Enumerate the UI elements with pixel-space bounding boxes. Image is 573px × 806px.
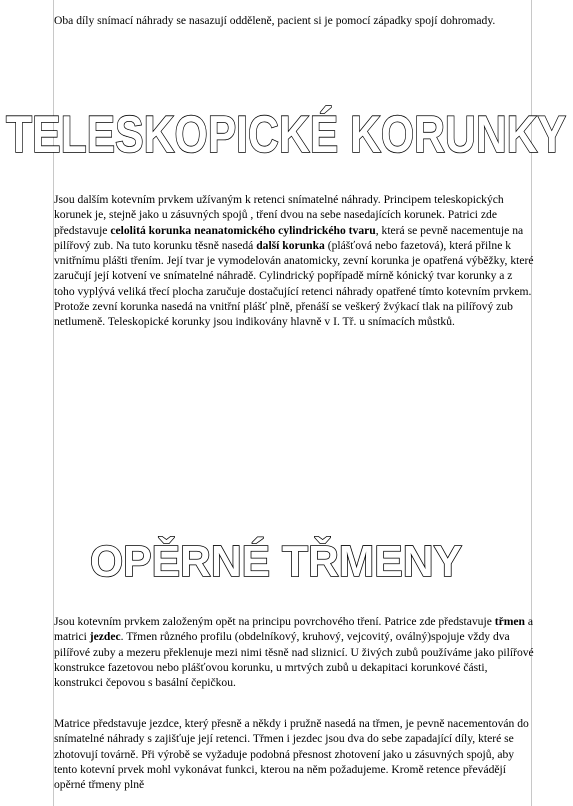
bold-term-celolita: celolitá korunka neanatomického cylindrického tvaru — [110, 223, 376, 237]
paragraph-teleskopicke: Jsou dalším kotevním prvkem užívaným k retenci snímatelné náhrady. Principem teleskopických korunek je, stejně jako u zásuvných spojů , tření dvou na sebe nasedajících korunek. Patrici zde představuje celolitá korunka neanatomického cylindrického tvaru, která se pevně nacementuje na pilířový zub. Na tuto korunku těsně nasedá další korunka (plášťová nebo fazetová), která přilne k vnitřnímu plášti třením. Její tvar je vymodelován anatomicky, zevní korunka je opatřená výběžky, které zaručují její kotvení ve snímatelné náhradě. Cylindrický popřípadě mírně kónický tvar korunky a z toho vyplývá veliká třecí plocha zaručuje dostačující retenci náhrady opatřené tímto kotevním prvkem. Protože zevní korunka nasedá na vnitřní plášť plně, přenáší se veškerý žvýkací tlak na pilířový zub netlumeně. Teleskopické korunky jsou indikovány hlavně v I. Tř. u snímacích můstků. — [54, 193, 534, 329]
heading-operne-trmeny — [86, 532, 474, 586]
heading-teleskopicke-korunky — [0, 102, 573, 162]
intro-paragraph: Oba díly snímací náhrady se nasazují odděleně, pacient si je pomocí západky spojí dohromady. — [54, 14, 496, 27]
heading-text: OPĚRNÉ TŘMENY — [90, 537, 474, 586]
bold-term-trmen: třmen — [494, 615, 526, 628]
heading-text: TELESKOPICKÉ KORUNKY — [6, 106, 566, 164]
paragraph-operne-trmeny: Jsou kotevním prvkem založeným opět na principu povrchového tření. Patrice zde představuje třmen a matrici jezdec. Třmen různého profilu (obdelníkový, kruhový, vejcovitý, oválný)spojuje vždy dva pilířové zuby a mezeru překlenuje mezi nimi těsně nad sliznicí. U živých zubů používáme jako pilířové konstrukce fazetovou nebo plášťovou korunku, u mrtvých zubů u dekapitaci korunkové části, konstrukci čepovou s basální čepičkou. — [54, 615, 534, 690]
bold-term-jezdec: jezdec — [89, 630, 121, 644]
bold-term-dalsi-korunka: další korunka — [256, 238, 325, 252]
paragraph-matrice: Matrice představuje jezdce, který přesně a někdy i pružně nasedá na třmen, je pevně nacementován do snímatelné náhrady s zajišťuje její retenci. Třmen i jezdec jsou dva do sebe zapadající díly, které se zhotovují továrně. Při výrobě se vyžaduje podobná přesnost zhotovení jako u zásuvných spojů, aby tento kotevní prvek mohl vykonávat funkci, kterou na něm požadujeme. Kromě retence převádějí opěrné třmeny plně — [54, 717, 529, 792]
